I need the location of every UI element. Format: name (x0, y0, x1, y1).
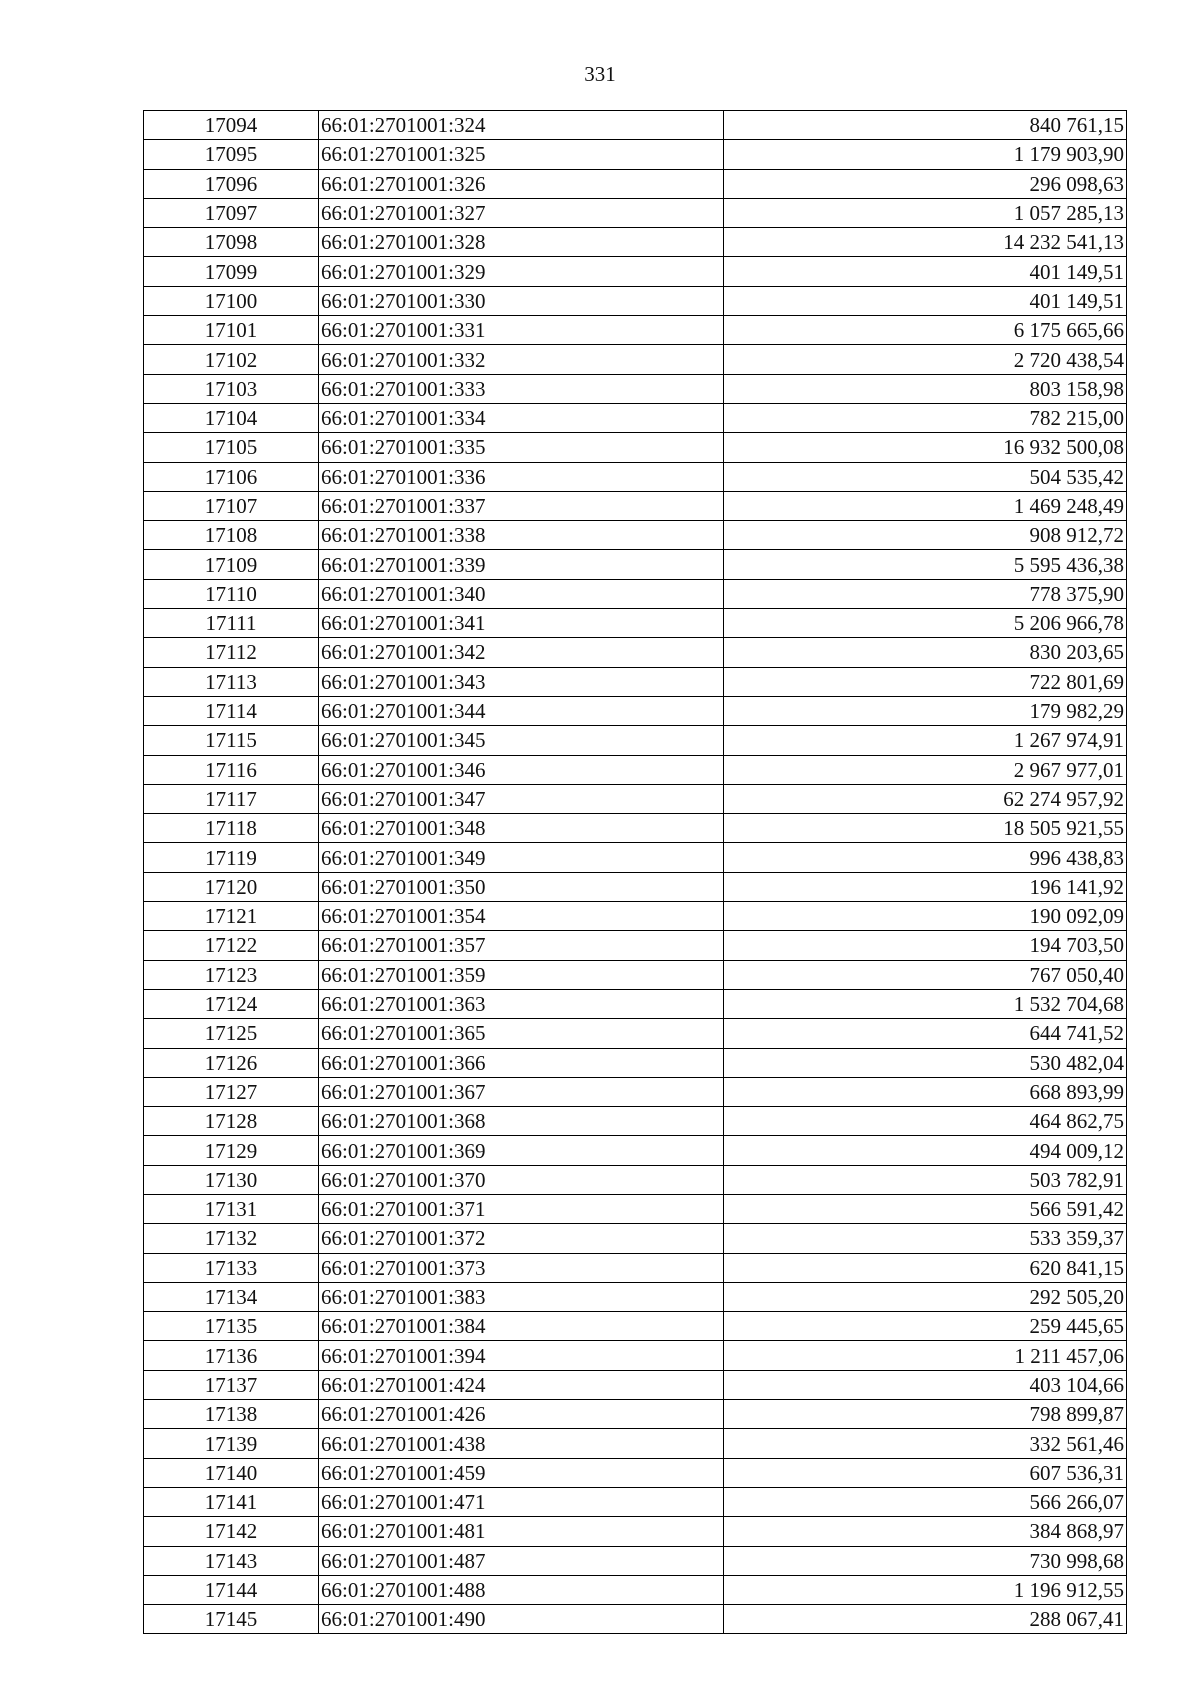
cadastral-number: 66:01:2701001:363 (319, 989, 724, 1018)
cadastral-number: 66:01:2701001:330 (319, 286, 724, 315)
row-number: 17097 (144, 198, 319, 227)
row-number: 17116 (144, 755, 319, 784)
table-row (144, 931, 1127, 960)
row-number: 17117 (144, 784, 319, 813)
cadastral-number: 66:01:2701001:471 (319, 1487, 724, 1516)
cadastral-number: 66:01:2701001:334 (319, 403, 724, 432)
cadastral-number: 66:01:2701001:335 (319, 433, 724, 462)
table-row (144, 579, 1127, 608)
row-number: 17113 (144, 667, 319, 696)
cadastral-value: 18 505 921,55 (724, 814, 1127, 843)
row-number: 17095 (144, 140, 319, 169)
cadastral-number: 66:01:2701001:366 (319, 1048, 724, 1077)
row-number: 17132 (144, 1224, 319, 1253)
cadastral-number: 66:01:2701001:348 (319, 814, 724, 843)
row-number: 17134 (144, 1282, 319, 1311)
row-number: 17096 (144, 169, 319, 198)
row-number: 17138 (144, 1400, 319, 1429)
cadastral-value: 190 092,09 (724, 902, 1127, 931)
cadastral-value: 1 057 285,13 (724, 198, 1127, 227)
row-number: 17143 (144, 1546, 319, 1575)
cadastral-value: 533 359,37 (724, 1224, 1127, 1253)
cadastral-number: 66:01:2701001:340 (319, 579, 724, 608)
table-row (144, 609, 1127, 638)
table-row (144, 491, 1127, 520)
table-row (144, 814, 1127, 843)
table-row (144, 198, 1127, 227)
row-number: 17098 (144, 228, 319, 257)
table-row (144, 784, 1127, 813)
cadastral-number: 66:01:2701001:365 (319, 1019, 724, 1048)
cadastral-value: 401 149,51 (724, 286, 1127, 315)
table-row (144, 521, 1127, 550)
cadastral-value: 566 266,07 (724, 1487, 1127, 1516)
row-number: 17140 (144, 1458, 319, 1487)
table-row (144, 1107, 1127, 1136)
cadastral-number: 66:01:2701001:339 (319, 550, 724, 579)
table-body (144, 111, 1127, 1634)
cadastral-value: 2 720 438,54 (724, 345, 1127, 374)
row-number: 17136 (144, 1341, 319, 1370)
cadastral-number: 66:01:2701001:345 (319, 726, 724, 755)
row-number: 17131 (144, 1194, 319, 1223)
cadastral-number: 66:01:2701001:350 (319, 872, 724, 901)
cadastral-number: 66:01:2701001:488 (319, 1575, 724, 1604)
cadastral-number: 66:01:2701001:490 (319, 1605, 724, 1634)
table-row (144, 1048, 1127, 1077)
cadastral-number: 66:01:2701001:341 (319, 609, 724, 638)
cadastral-value: 196 141,92 (724, 872, 1127, 901)
cadastral-value: 494 009,12 (724, 1136, 1127, 1165)
cadastral-number: 66:01:2701001:368 (319, 1107, 724, 1136)
row-number: 17103 (144, 374, 319, 403)
cadastral-number: 66:01:2701001:367 (319, 1077, 724, 1106)
table-row (144, 433, 1127, 462)
row-number: 17108 (144, 521, 319, 550)
row-number: 17112 (144, 638, 319, 667)
cadastral-value: 384 868,97 (724, 1517, 1127, 1546)
cadastral-value: 1 267 974,91 (724, 726, 1127, 755)
row-number: 17100 (144, 286, 319, 315)
row-number: 17129 (144, 1136, 319, 1165)
cadastral-value: 403 104,66 (724, 1370, 1127, 1399)
cadastral-value: 5 595 436,38 (724, 550, 1127, 579)
cadastral-value: 803 158,98 (724, 374, 1127, 403)
table-row (144, 462, 1127, 491)
cadastral-value: 179 982,29 (724, 696, 1127, 725)
cadastral-number: 66:01:2701001:328 (319, 228, 724, 257)
cadastral-value: 14 232 541,13 (724, 228, 1127, 257)
row-number: 17135 (144, 1312, 319, 1341)
table-row (144, 1224, 1127, 1253)
row-number: 17139 (144, 1429, 319, 1458)
cadastral-number: 66:01:2701001:331 (319, 316, 724, 345)
row-number: 17133 (144, 1253, 319, 1282)
cadastral-value: 464 862,75 (724, 1107, 1127, 1136)
cadastral-number: 66:01:2701001:372 (319, 1224, 724, 1253)
cadastral-number: 66:01:2701001:338 (319, 521, 724, 550)
cadastral-number: 66:01:2701001:384 (319, 1312, 724, 1341)
table-row (144, 1019, 1127, 1048)
table-row (144, 286, 1127, 315)
table-row (144, 140, 1127, 169)
cadastral-number: 66:01:2701001:332 (319, 345, 724, 374)
row-number: 17120 (144, 872, 319, 901)
cadastral-number: 66:01:2701001:337 (319, 491, 724, 520)
cadastral-number: 66:01:2701001:336 (319, 462, 724, 491)
table-row (144, 1282, 1127, 1311)
table-row (144, 1458, 1127, 1487)
cadastral-number: 66:01:2701001:383 (319, 1282, 724, 1311)
table-row (144, 1400, 1127, 1429)
row-number: 17121 (144, 902, 319, 931)
table-row (144, 1136, 1127, 1165)
cadastral-value: 908 912,72 (724, 521, 1127, 550)
cadastral-number: 66:01:2701001:324 (319, 111, 724, 140)
cadastral-value: 194 703,50 (724, 931, 1127, 960)
table-row (144, 902, 1127, 931)
cadastral-number: 66:01:2701001:346 (319, 755, 724, 784)
cadastral-number: 66:01:2701001:481 (319, 1517, 724, 1546)
cadastral-value: 996 438,83 (724, 843, 1127, 872)
cadastral-number: 66:01:2701001:342 (319, 638, 724, 667)
table-row (144, 696, 1127, 725)
row-number: 17128 (144, 1107, 319, 1136)
row-number: 17094 (144, 111, 319, 140)
cadastral-value: 401 149,51 (724, 257, 1127, 286)
cadastral-number: 66:01:2701001:359 (319, 960, 724, 989)
row-number: 17114 (144, 696, 319, 725)
table-row (144, 1546, 1127, 1575)
table-row (144, 1517, 1127, 1546)
table-row (144, 1370, 1127, 1399)
row-number: 17124 (144, 989, 319, 1018)
cadastral-number: 66:01:2701001:424 (319, 1370, 724, 1399)
cadastral-value: 1 211 457,06 (724, 1341, 1127, 1370)
row-number: 17119 (144, 843, 319, 872)
cadastral-value: 1 532 704,68 (724, 989, 1127, 1018)
row-number: 17126 (144, 1048, 319, 1077)
table-row (144, 1194, 1127, 1223)
cadastral-value: 778 375,90 (724, 579, 1127, 608)
page-number: 331 (584, 62, 616, 86)
cadastral-value: 1 196 912,55 (724, 1575, 1127, 1604)
table-row (144, 667, 1127, 696)
row-number: 17130 (144, 1165, 319, 1194)
cadastral-value: 332 561,46 (724, 1429, 1127, 1458)
table-row (144, 960, 1127, 989)
row-number: 17102 (144, 345, 319, 374)
cadastral-value: 620 841,15 (724, 1253, 1127, 1282)
cadastral-number: 66:01:2701001:373 (319, 1253, 724, 1282)
table-row (144, 228, 1127, 257)
table-row (144, 989, 1127, 1018)
row-number: 17125 (144, 1019, 319, 1048)
cadastral-value: 668 893,99 (724, 1077, 1127, 1106)
cadastral-value: 530 482,04 (724, 1048, 1127, 1077)
cadastral-number: 66:01:2701001:343 (319, 667, 724, 696)
table-row (144, 1253, 1127, 1282)
row-number: 17141 (144, 1487, 319, 1516)
cadastral-value: 6 175 665,66 (724, 316, 1127, 345)
row-number: 17104 (144, 403, 319, 432)
row-number: 17111 (144, 609, 319, 638)
cadastral-number: 66:01:2701001:371 (319, 1194, 724, 1223)
table-row (144, 403, 1127, 432)
table-row (144, 638, 1127, 667)
row-number: 17099 (144, 257, 319, 286)
cadastral-value: 566 591,42 (724, 1194, 1127, 1223)
cadastral-number: 66:01:2701001:426 (319, 1400, 724, 1429)
cadastral-number: 66:01:2701001:347 (319, 784, 724, 813)
cadastral-number: 66:01:2701001:333 (319, 374, 724, 403)
row-number: 17101 (144, 316, 319, 345)
table-row (144, 1077, 1127, 1106)
table-row (144, 1165, 1127, 1194)
row-number: 17127 (144, 1077, 319, 1106)
cadastral-value: 292 505,20 (724, 1282, 1127, 1311)
row-number: 17115 (144, 726, 319, 755)
table-row (144, 1341, 1127, 1370)
table-row (144, 257, 1127, 286)
row-number: 17144 (144, 1575, 319, 1604)
table-row (144, 1575, 1127, 1604)
cadastral-value: 840 761,15 (724, 111, 1127, 140)
table-row (144, 169, 1127, 198)
row-number: 17123 (144, 960, 319, 989)
cadastral-number: 66:01:2701001:354 (319, 902, 724, 931)
cadastral-value: 2 967 977,01 (724, 755, 1127, 784)
cadastral-value: 288 067,41 (724, 1605, 1127, 1634)
cadastral-value: 607 536,31 (724, 1458, 1127, 1487)
row-number: 17118 (144, 814, 319, 843)
cadastral-value: 296 098,63 (724, 169, 1127, 198)
cadastral-value: 782 215,00 (724, 403, 1127, 432)
cadastral-number: 66:01:2701001:459 (319, 1458, 724, 1487)
cadastral-value: 259 445,65 (724, 1312, 1127, 1341)
cadastral-number: 66:01:2701001:394 (319, 1341, 724, 1370)
table-row (144, 1312, 1127, 1341)
cadastral-number: 66:01:2701001:325 (319, 140, 724, 169)
cadastral-number: 66:01:2701001:357 (319, 931, 724, 960)
cadastral-value: 830 203,65 (724, 638, 1127, 667)
cadastral-value: 16 932 500,08 (724, 433, 1127, 462)
cadastral-value: 1 469 248,49 (724, 491, 1127, 520)
cadastral-value: 503 782,91 (724, 1165, 1127, 1194)
table-row (144, 1605, 1127, 1634)
cadastral-number: 66:01:2701001:329 (319, 257, 724, 286)
table-row (144, 316, 1127, 345)
cadastral-number: 66:01:2701001:369 (319, 1136, 724, 1165)
table-row (144, 1487, 1127, 1516)
table-row (144, 111, 1127, 140)
cadastral-number: 66:01:2701001:349 (319, 843, 724, 872)
cadastral-value: 1 179 903,90 (724, 140, 1127, 169)
cadastral-number: 66:01:2701001:326 (319, 169, 724, 198)
row-number: 17137 (144, 1370, 319, 1399)
table-row (144, 755, 1127, 784)
table-row (144, 726, 1127, 755)
row-number: 17109 (144, 550, 319, 579)
row-number: 17105 (144, 433, 319, 462)
cadastral-value: 5 206 966,78 (724, 609, 1127, 638)
cadastral-number: 66:01:2701001:438 (319, 1429, 724, 1458)
table-row (144, 872, 1127, 901)
cadastral-value: 722 801,69 (724, 667, 1127, 696)
table-row (144, 843, 1127, 872)
cadastral-value: 730 998,68 (724, 1546, 1127, 1575)
row-number: 17142 (144, 1517, 319, 1546)
table-row (144, 374, 1127, 403)
cadastral-number: 66:01:2701001:370 (319, 1165, 724, 1194)
cadastral-value: 798 899,87 (724, 1400, 1127, 1429)
table-row (144, 1429, 1127, 1458)
cadastral-value: 767 050,40 (724, 960, 1127, 989)
table-row (144, 550, 1127, 579)
row-number: 17110 (144, 579, 319, 608)
cadastral-value-table (143, 110, 1127, 1634)
table-row (144, 345, 1127, 374)
row-number: 17122 (144, 931, 319, 960)
cadastral-value: 644 741,52 (724, 1019, 1127, 1048)
cadastral-number: 66:01:2701001:487 (319, 1546, 724, 1575)
cadastral-number: 66:01:2701001:327 (319, 198, 724, 227)
row-number: 17145 (144, 1605, 319, 1634)
cadastral-value: 62 274 957,92 (724, 784, 1127, 813)
cadastral-number: 66:01:2701001:344 (319, 696, 724, 725)
row-number: 17107 (144, 491, 319, 520)
cadastral-value: 504 535,42 (724, 462, 1127, 491)
row-number: 17106 (144, 462, 319, 491)
